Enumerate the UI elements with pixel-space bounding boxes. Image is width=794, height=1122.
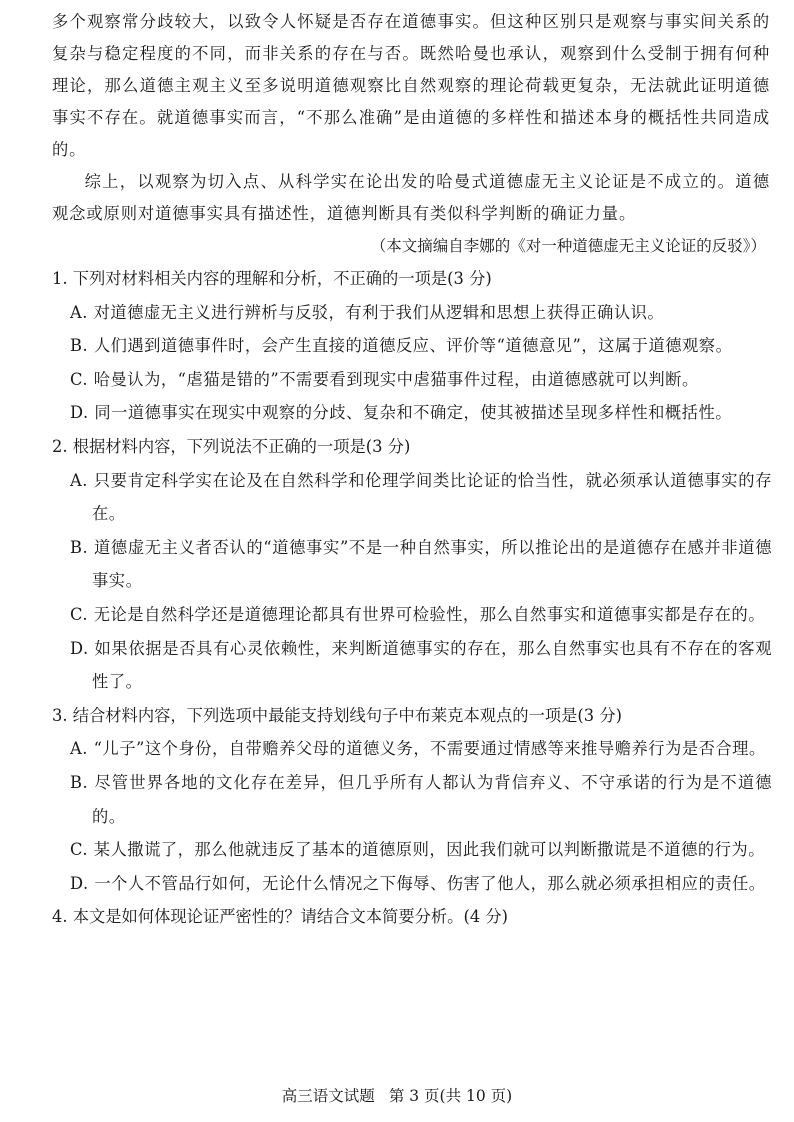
footer-page-number: 第 3 页(共 10 页) [388,1087,513,1105]
passage-paragraph-1: 多个观察常分歧较大，以致令人怀疑是否存在道德事实。但这种区别只是观察与事实间关系的复杂与稳定程度的不同，而非关系的存在与否。既然哈曼也承认，观察到什么受制于拥有何种理论，那么道德主观主义至多说明道德观察比自然观察的理论荷载更复杂，无法就此证明道德事实不存在。就道德事实而言，“不那么准确”是由道德的多样性和描述本身的概括性共同造成的。 [52,12,770,159]
question-4 [52,900,772,934]
option-d: D. 同一道德事实在现实中观察的分歧、复杂和不确定，使其被描述呈现多样性和概括性。 [70,403,733,423]
option-d: D. 一个人不管品行如何，无论什么情况之下侮辱、伤害了他人，那么就必须承担相应的责任。 [70,873,766,893]
question-3 [52,699,772,901]
reading-passage [52,6,770,262]
question-stem: 4. 本文是如何体现论证严密性的？请结合文本简要分析。(4 分) [52,907,508,927]
question-2 [52,430,772,699]
footer-subject: 高三语文试题 [281,1087,375,1105]
option-c: C. 某人撒谎了，那么他就违反了基本的道德原则，因此我们就可以判断撒谎是不道德的行为。 [70,840,765,860]
option-b: B. 道德虚无主义者否认的“道德事实”不是一种自然事实，所以推论出的是道德存在感并非道德事实。 [70,537,772,591]
option-a: A. “儿子”这个身份，自带赡养父母的道德义务，不需要通过情感等来推导赡养行为是否合理。 [70,739,766,759]
question-stem: 2. 根据材料内容，下列说法不正确的一项是(3 分) [52,436,411,456]
passage-paragraph-2: 综上，以观察为切入点、从科学实在论出发的哈曼式道德虚无主义论证是不成立的。道德观念或原则对道德事实具有描述性，道德判断具有类似科学判断的确证力量。 [52,172,770,223]
option-c: C. 无论是自然科学还是道德理论都具有世界可检验性，那么自然事实和道德事实都是存在的。 [70,604,765,624]
question-1 [52,262,772,430]
page-footer [0,1084,794,1108]
option-c: C. 哈曼认为，“虐猫是错的”不需要看到现实中虐猫事件过程，由道德感就可以判断。 [70,369,699,389]
question-stem: 3. 结合材料内容，下列选项中最能支持划线句子中布莱克本观点的一项是(3 分) [52,705,622,725]
option-b: B. 尽管世界各地的文化存在差异，但几乎所有人都认为背信弃义、不守承诺的行为是不道德的。 [70,772,772,826]
question-list [52,262,772,934]
passage-source-citation: （本文摘编自李娜的《对一种道德虚无主义论证的反驳》） [370,237,766,255]
option-a: A. 对道德虚无主义进行辨析与反驳，有利于我们从逻辑和思想上获得正确认识。 [70,302,665,322]
option-a: A. 只要肯定科学实在论及在自然科学和伦理学间类比论证的恰当性，就必须承认道德事实的存在。 [70,470,772,524]
question-stem: 1. 下列对材料相关内容的理解和分析，不正确的一项是(3 分) [52,269,492,288]
option-d: D. 如果依据是否具有心灵依赖性，来判断道德事实的存在，那么自然事实也具有不存在的客观性了。 [70,638,772,692]
option-b: B. 人们遇到道德事件时，会产生直接的道德反应、评价等“道德意见”，这属于道德观察。 [70,336,733,356]
